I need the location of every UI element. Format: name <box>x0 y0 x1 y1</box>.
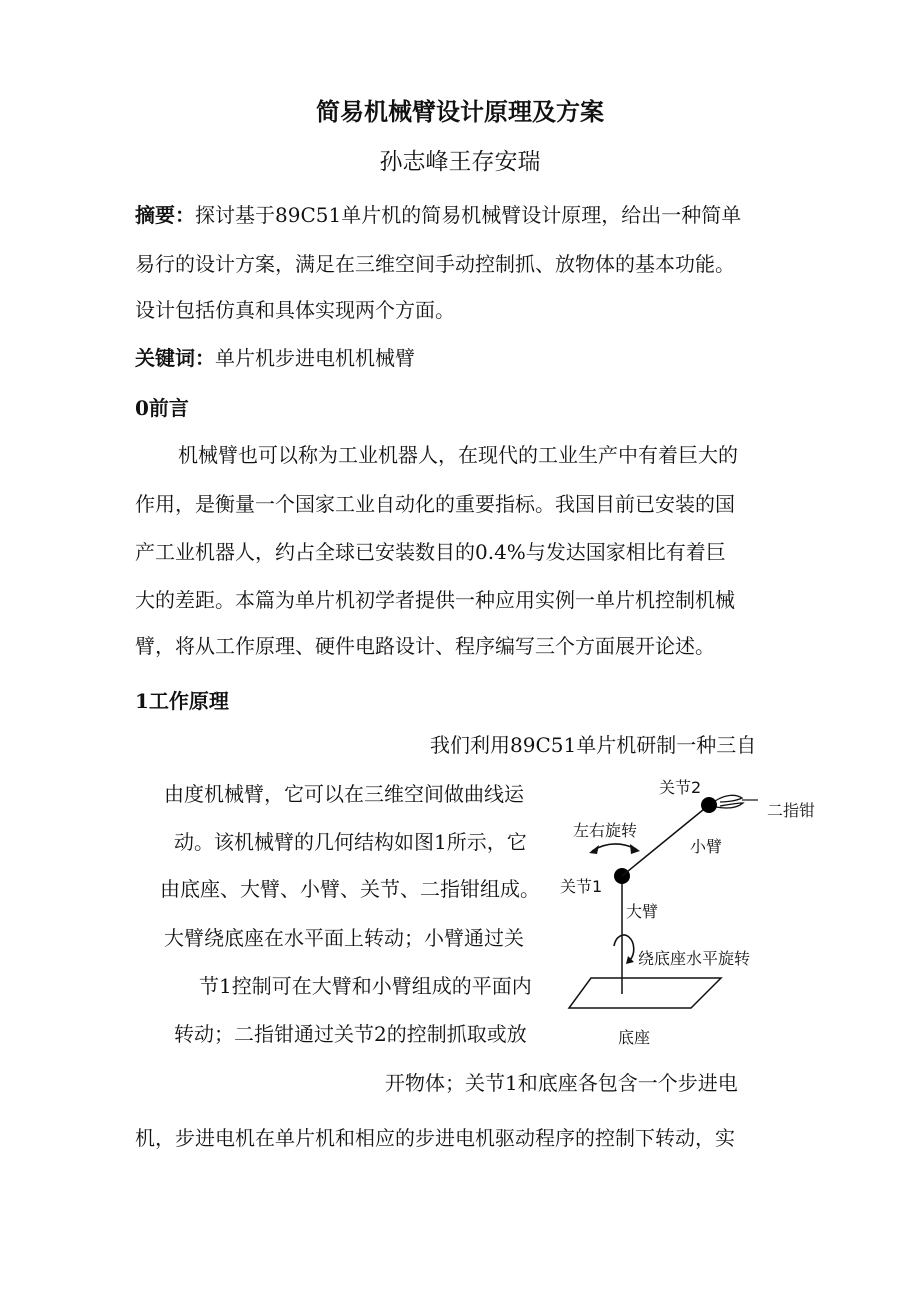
gripper-label: 二指钳 <box>767 801 816 820</box>
section-0-para-line-5: 臂，将从工作原理、硬件电路设计、程序编写三个方面展开论述。 <box>135 634 715 658</box>
section-0-para-line-3: 产工业机器人，约占全球已安装数目的0.4%与发达国家相比有着巨 <box>135 540 726 564</box>
base-platform <box>569 978 721 1008</box>
abstract-line-3: 设计包括仿真和具体实现两个方面。 <box>135 298 455 322</box>
abstract-text-1: 探讨基于89C51单片机的简易机械臂设计原理，给出一种简单 <box>195 203 742 227</box>
abstract-line-2: 易行的设计方案，满足在三维空间手动控制抓、放物体的基本功能。 <box>135 252 735 276</box>
section-1-para-line-4: 由底座、大臂、小臂、关节、二指钳组成。 <box>160 877 540 901</box>
section-0-para-line-4: 大的差距。本篇为单片机初学者提供一种应用实例一单片机控制机械 <box>135 588 735 612</box>
section-1-para-line-7: 转动；二指钳通过关节2的控制抓取或放 <box>174 1022 527 1046</box>
section-1-para-line-8: 开物体；关节1和底座各包含一个步进电 <box>385 1071 738 1095</box>
keywords-label: 关键词： <box>135 346 215 370</box>
abstract-line-1 <box>135 205 741 225</box>
joint-1-label: 关节1 <box>560 877 603 896</box>
forearm-label: 小臂 <box>690 837 723 856</box>
keywords-text: 单片机步进电机机械臂 <box>215 346 415 370</box>
section-1-para-line-6: 节1控制可在大臂和小臂组成的平面内 <box>199 974 532 998</box>
joint-2-dot <box>701 797 717 813</box>
base-label: 底座 <box>618 1028 651 1047</box>
upper-arm-label: 大臂 <box>626 902 659 921</box>
section-0-para-line-1: 机械臂也可以称为工业机器人，在现代的工业生产中有着巨大的 <box>178 443 738 467</box>
section-1-para-line-9: 机，步进电机在单片机和相应的步进电机驱动程序的控制下转动，实 <box>135 1126 735 1150</box>
section-0-heading: 0前言 <box>135 396 189 420</box>
section-1-para-line-5: 大臂绕底座在水平面上转动；小臂通过关 <box>164 926 524 950</box>
section-0-para-line-2: 作用，是衡量一个国家工业自动化的重要指标。我国目前已安装的国 <box>135 492 735 516</box>
rotate-lr-label: 左右旋转 <box>573 821 638 840</box>
section-1-para-line-2: 由度机械臂，它可以在三维空间做曲线运 <box>164 782 524 806</box>
keywords <box>135 348 415 368</box>
joint-2-label: 关节2 <box>659 778 702 797</box>
section-1-para-line-1: 我们利用89C51单片机研制一种三自 <box>430 733 757 757</box>
authors: 孙志峰王存安瑞 <box>379 149 541 175</box>
section-1-para-line-3: 动。该机械臂的几何结构如图1所示，它 <box>174 830 527 854</box>
section-1-heading: 1工作原理 <box>135 689 229 713</box>
page-title: 简易机械臂设计原理及方案 <box>316 97 604 126</box>
abstract-label: 摘要： <box>135 203 195 227</box>
base-rotate-arrow-icon <box>614 935 634 964</box>
gripper-icon <box>715 795 758 808</box>
robot-arm-figure <box>558 768 858 1058</box>
base-rotate-label: 绕底座水平旋转 <box>638 949 751 968</box>
left-right-rotate-arrow-icon <box>589 844 640 854</box>
